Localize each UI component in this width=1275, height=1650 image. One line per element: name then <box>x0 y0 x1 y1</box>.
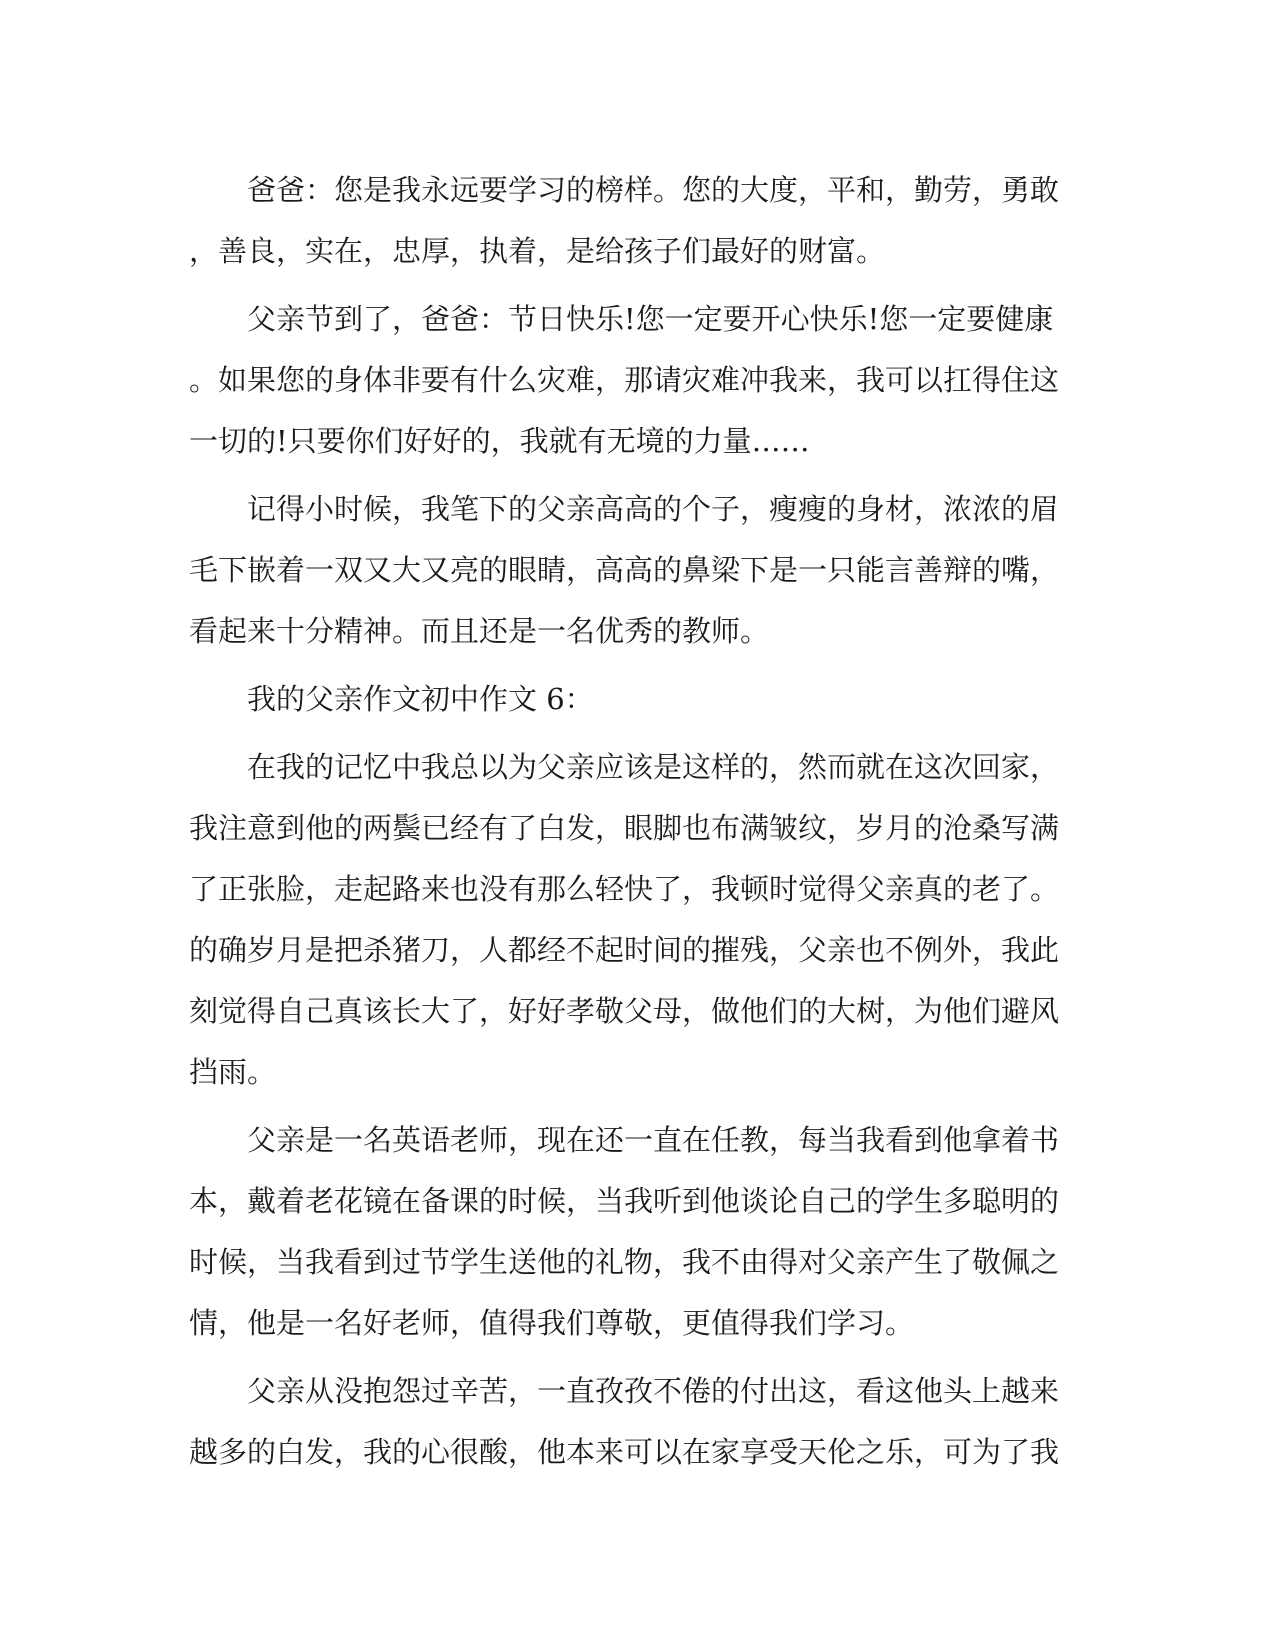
paragraph <box>189 160 1085 282</box>
text-line: 爸爸：您是我永远要学习的榜样。您的大度，平和，勤劳，勇敢 <box>247 173 1060 207</box>
paragraph <box>189 1361 1085 1483</box>
text-line: 本，戴着老花镜在备课的时候，当我听到他谈论自己的学生多聪明的 <box>189 1184 1060 1218</box>
paragraph <box>189 479 1085 662</box>
text-line: 毛下嵌着一双又大又亮的眼睛，高高的鼻梁下是一只能言善辩的嘴， <box>189 553 1060 587</box>
document-body <box>189 160 1085 1490</box>
text-line: 父亲节到了，爸爸：节日快乐!您一定要开心快乐!您一定要健康 <box>247 302 1054 336</box>
text-line: 挡雨。 <box>189 1055 277 1089</box>
text-line: 父亲是一名英语老师，现在还一直在任教，每当我看到他拿着书 <box>247 1123 1060 1157</box>
text-line: 时候，当我看到过节学生送他的礼物，我不由得对父亲产生了敬佩之 <box>189 1245 1060 1279</box>
text-line: 的确岁月是把杀猪刀，人都经不起时间的摧残，父亲也不例外，我此 <box>189 933 1060 967</box>
text-line: 我的父亲作文初中作文 6： <box>247 682 594 716</box>
section-heading <box>189 669 1085 730</box>
paragraph <box>189 737 1085 1103</box>
text-line: 看起来十分精神。而且还是一名优秀的教师。 <box>189 614 770 648</box>
text-line: 越多的白发，我的心很酸，他本来可以在家享受天伦之乐，可为了我 <box>189 1435 1060 1469</box>
text-line: 情，他是一名好老师，值得我们尊敬，更值得我们学习。 <box>189 1306 915 1340</box>
text-line: 。如果您的身体非要有什么灾难，那请灾难冲我来，我可以扛得住这 <box>189 363 1060 397</box>
text-line: 了正张脸，走起路来也没有那么轻快了，我顿时觉得父亲真的老了。 <box>189 872 1060 906</box>
paragraph <box>189 289 1085 472</box>
text-line: ，善良，实在，忠厚，执着，是给孩子们最好的财富。 <box>189 234 886 268</box>
paragraph <box>189 1110 1085 1354</box>
text-line: 父亲从没抱怨过辛苦，一直孜孜不倦的付出这，看这他头上越来 <box>247 1374 1060 1408</box>
text-line: 记得小时候，我笔下的父亲高高的个子，瘦瘦的身材，浓浓的眉 <box>247 492 1060 526</box>
text-line: 一切的!只要你们好好的，我就有无境的力量…… <box>189 424 810 458</box>
text-line: 刻觉得自己真该长大了，好好孝敬父母，做他们的大树，为他们避风 <box>189 994 1060 1028</box>
text-line: 在我的记忆中我总以为父亲应该是这样的，然而就在这次回家， <box>247 750 1060 784</box>
text-line: 我注意到他的两鬓已经有了白发，眼脚也布满皱纹，岁月的沧桑写满 <box>189 811 1060 845</box>
